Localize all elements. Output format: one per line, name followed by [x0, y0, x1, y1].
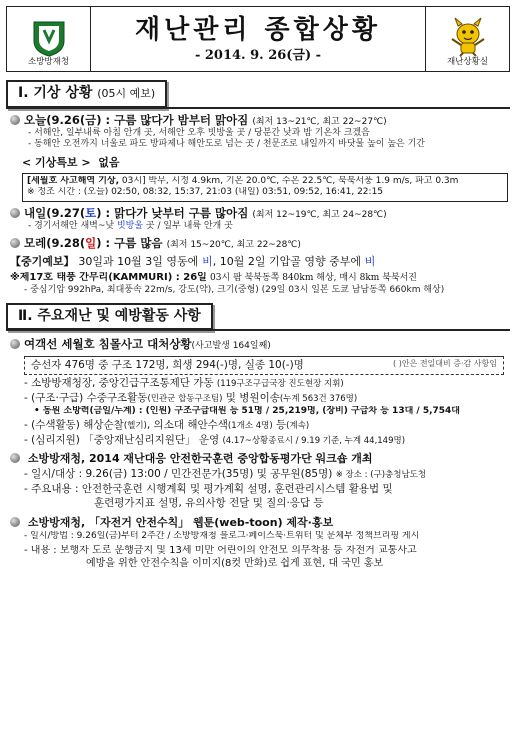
ferry-weather-detail: 03시] 박무, 시정 4.9km, 기온 20.0℃, 수온 22.5℃, 북북서풍 1.9 m/s, 파고 0.3m — [121, 176, 459, 186]
header-right — [425, 7, 509, 71]
section-2-title: Ⅱ. 주요재난 및 예방활동 사항 — [18, 307, 201, 324]
tomorrow-forecast — [6, 206, 510, 221]
tomorrow-line-pre: - 경기서해안 새벽~낮 — [28, 220, 115, 231]
ferry-item-2-note2: (누계 563건 376명) — [279, 393, 358, 404]
advisory-label: < 기상특보 > — [22, 156, 91, 170]
ferry-item-3-note2: (1개소 4명) — [227, 421, 273, 432]
fire-mobilization: • 동원 소방력(금일/누계) : (인원) 구조구급대원 등 51명 / 25,219명, (장비) 구급차 등 13대 / 5,754대 — [34, 405, 460, 416]
section-1-rule — [167, 107, 510, 109]
dayafter-temp: (최저 15~20℃, 최고 22~28℃) — [166, 240, 301, 250]
tomorrow-line-post: 곳 / 일부 내륙 안개 곳 — [145, 220, 233, 231]
mascot-icon — [446, 17, 490, 57]
dayafter-forecast — [6, 236, 510, 251]
bullet-icon — [10, 208, 20, 218]
nema-logo-icon — [32, 19, 66, 57]
bullet-icon — [10, 115, 20, 125]
today-line-1: - 서해안, 일부내륙 아침 안개 곳, 서해안 오후 빗방울 곳 / 당분간 낮과 밤 기온차 크겠음 — [28, 127, 370, 138]
tomorrow-line — [6, 221, 510, 232]
midterm-text-b: , 10월 2일 기압골 영향 중부에 — [212, 255, 361, 269]
bullet-icon — [10, 517, 20, 527]
ferry-counts: 승선자 476명 중 구조 172명, 희생 294(-)명, 실종 10(-)명 — [31, 358, 304, 371]
ferry-item-1-text: - 소방방재청장, 중앙긴급구조통제단 가동 — [24, 376, 214, 389]
typhoon-text: 03시 팜 북북동쪽 840km 해상, 매시 8km 북북서진 — [210, 273, 417, 283]
bullet-icon — [10, 238, 20, 248]
dayafter-label-day: 일 — [85, 236, 97, 250]
dayafter-label-post: ) — [96, 236, 102, 250]
midterm-rain-a: 비 — [202, 255, 213, 269]
workshop-content-1: - 주요내용 : 안전한국훈련 시행계획 및 평가계획 설명, 훈련관리시스템 활용법 및 — [24, 483, 393, 496]
ferry-counts-box — [24, 356, 504, 375]
midterm-forecast — [6, 255, 510, 269]
typhoon-detail: - 중심기압 992hPa, 최대풍속 22m/s, 강도(약), 크기(중형) (29일 03시 일본 도쿄 남남동쪽 660km 해상) — [24, 284, 445, 295]
ferry-item-3-text: - (수색활동) 해상순찰 — [24, 419, 124, 432]
typhoon-label: ※제17호 태풍 간무리(KAMMURI) : 26일 — [10, 272, 207, 283]
workshop-place: ※ 장소 : (구)충청남도청 — [335, 470, 427, 481]
advisory-value: 없음 — [98, 156, 120, 170]
ferry-item-3 — [6, 419, 510, 432]
workshop-schedule-text: - 일시/대상 : 9.26(금) 13:00 / 민간전문가(35명) 및 공무원(85명) — [24, 468, 333, 481]
ferry-item-2-note: (민관군 합동구조팀) — [147, 393, 223, 404]
section-1-title-box — [6, 80, 167, 109]
room-label: 재난상황실 — [446, 57, 489, 68]
ferry-item-2 — [6, 392, 510, 405]
header-center — [91, 7, 425, 71]
bullet-icon — [10, 339, 20, 349]
ferry-heading — [6, 337, 510, 352]
ferry-weather-title: [세월호 사고해역 기상, — [27, 176, 120, 186]
today-temp: (최저 13~21℃, 최고 22~27℃) — [252, 116, 387, 127]
tomorrow-label-post: ) — [96, 205, 102, 220]
ferry-item-4-text: - (심리지원) 「중앙재난심리지원단」 운영 — [24, 434, 220, 447]
typhoon-info — [6, 272, 510, 285]
ferry-item-3-note: (헬기) — [123, 421, 147, 432]
today-line-2: - 동해안 오전까지 너울로 파도 방파제나 해안도로 넘는 곳 / 천문조로 내일까지 바닷물 높이 높은 기간 — [28, 139, 425, 149]
ferry-title: 여객선 세월호 침몰사고 대처상황 — [24, 337, 192, 352]
ferry-item-4-note: (4.17~상황종료시 / 9.19 기준, 누계 44,149명) — [222, 436, 406, 447]
dayafter-label-pre: 모레(9.28( — [24, 236, 86, 250]
section-1-title: Ⅰ. 기상 상황 — [18, 85, 93, 101]
section-2-rule — [213, 329, 510, 331]
header — [6, 6, 510, 72]
ferry-item-2-text2: 및 병원이송 — [222, 391, 280, 404]
ferry-day: (사고발생 164일째) — [191, 341, 271, 352]
bullet-icon — [10, 453, 20, 463]
section-1-header — [6, 80, 510, 109]
advisory — [6, 156, 510, 170]
org-label: 소방방재청 — [27, 57, 70, 68]
tomorrow-summary: : 맑다가 낮부터 구름 많아짐 — [105, 205, 249, 220]
workshop-heading — [6, 452, 510, 466]
header-left — [7, 7, 91, 71]
midterm-text-a: 30일과 10월 3일 영동에 — [78, 255, 199, 269]
workshop-schedule — [6, 468, 510, 481]
tomorrow-line-rain: 빗방울 — [116, 220, 144, 231]
ferry-counts-note: ( )안은 전일대비 증·감 사항임 — [393, 358, 497, 368]
webtoon-content-1: - 내용 : 보행자 도로 운행금지 및 13세 미만 어린이의 안전모 의무착용 등 자전거 교통사고 — [24, 544, 417, 556]
ferry-weather-box — [22, 173, 508, 202]
tomorrow-label-pre: 내일(9.27( — [24, 205, 86, 220]
tomorrow-temp: (최저 12~19℃, 최고 24~28℃) — [252, 209, 387, 220]
webtoon-content-2: 예방을 위한 안전수칙을 이미지(8컷 만화)로 쉽게 표현, 대 국민 홍보 — [86, 558, 384, 569]
workshop-title: 소방방재청, 2014 재난대응 안전한국훈련 중앙합동평가단 워크숍 개최 — [27, 452, 373, 466]
ferry-item-4 — [6, 434, 510, 447]
today-forecast — [6, 113, 510, 128]
ferry-item-1 — [6, 377, 510, 390]
tomorrow-label-day: 토 — [85, 205, 97, 220]
ferry-item-3-text2: , 의소대 해안수색 — [146, 419, 228, 432]
today-label: 오늘(9.26(금) — [24, 112, 102, 127]
section-2-title-box — [6, 303, 213, 332]
report-date: - 2014. 9. 26(금) - — [194, 48, 322, 64]
ferry-item-3-note3: (계속) — [286, 421, 310, 432]
tide-times: ※ 정조 시간 : (오늘) 02:50, 08:32, 15:37, 21:03 (내일) 03:51, 09:52, 16:41, 22:15 — [27, 187, 384, 198]
workshop-content-2: 훈련평가지표 설명, 유의사항 전달 및 질의·응답 등 — [94, 497, 324, 510]
ferry-item-3-text3: 등 — [272, 419, 287, 432]
midterm-rain-b: 비 — [364, 255, 376, 269]
today-summary: : 구름 많다가 밤부터 맑아짐 — [105, 112, 249, 127]
page-title: 재난관리 종합상황 — [135, 14, 381, 45]
webtoon-title: 소방방재청, 「자전거 안전수칙」 웹툰(web-toon) 제작·홍보 — [27, 515, 334, 529]
ferry-item-1-note: (119구조구급국장 진도현장 지휘) — [216, 378, 344, 389]
ferry-item-2-text: - (구조·구급) 수중구조활동 — [24, 391, 148, 404]
webtoon-schedule: - 일시/방법 : 9.26일(금)부터 2주간 / 소방방재청 블로그·페이스북·트위터 및 문체부 정책브리핑 게시 — [24, 531, 420, 542]
dayafter-summary: : 구름 많음 — [105, 236, 163, 250]
ferry-weather-line — [27, 176, 503, 187]
section-1-note: (05시 예보) — [97, 87, 156, 100]
webtoon-heading — [6, 516, 510, 530]
midterm-label: 【중기예보】 — [10, 255, 75, 269]
section-2-header — [6, 303, 510, 332]
